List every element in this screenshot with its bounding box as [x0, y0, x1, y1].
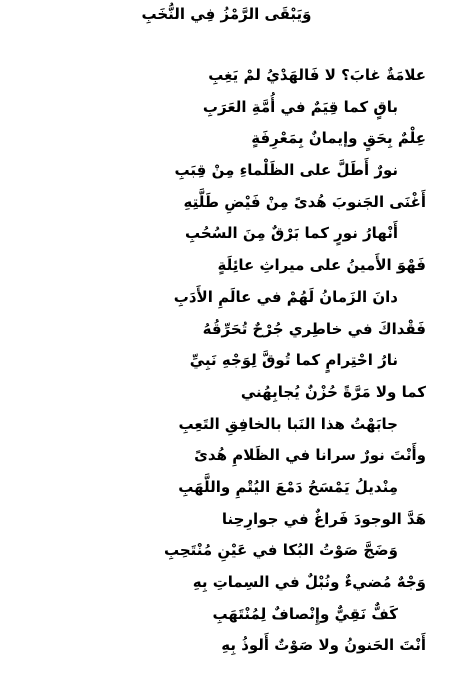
verse-line-14: مِنْديلُ يَمْسَحُ دَمْعَ اليُتْمِ واللَّهَبِ — [178, 477, 398, 496]
verse-line-2: باقٍ كما قِيَمٌ في أُمَّةِ العَرَبِ — [202, 97, 398, 116]
verse-line-4: نورٌ أَطَلَّ على الظَلْماءِ مِنْ قِبَبِ — [174, 161, 398, 180]
verse-line-13: وأَنْتَ نورٌ سرانا في الظَلامِ هُدىً — [194, 446, 426, 465]
verse-list — [10, 60, 443, 662]
verse-line-18: كَفٌّ نَقِيٌّ وإِنْصافٌ لِمُنْتَهَبِ — [212, 604, 398, 623]
verse-line-17: وَجْهٌ مُضيءٌ ونُبْلٌ في السِماتِ بِهِ — [192, 573, 426, 591]
verse-line-15: هَدَّ الوجودَ فَراغٌ في جوارِحِنا — [221, 509, 426, 528]
poem-title: وَيَبْقَى الرَّمْزُ فِي النُّخَبِ — [141, 5, 312, 23]
verse-line-19: أَنْتَ الحَنونُ ولا صَوْتٌ أَلوذُ بِهِ — [221, 636, 426, 655]
verse-line-16: وَضَجَّ صَوْتُ البُكا في عَيْنِ مُنْتَحِبِ — [163, 541, 398, 560]
verse-line-7: فَهْوَ الأَمينُ على ميراثِ عائِلَةٍ — [217, 256, 426, 275]
verse-line-10: نارُ احْتِرامٍ كما تُوقَّ لِوَجْهِ نَبِيِّ — [189, 351, 398, 370]
verse-line-11: كما ولا مَرَّةً حُزْنٌ يُجابِهُني — [240, 382, 426, 401]
verse-line-3: عِلْمٌ بِحَقٍ وإيمانٌ بِمَعْرِفَةٍ — [251, 129, 426, 148]
verse-line-12: جابَهْتُ هذا النَبا بالخافِقِ التَعِبِ — [178, 414, 398, 433]
verse-line-5: أَغْنَى الجَنوبَ هُدىً مِنْ فَيْضِ طَلَّتِهِ — [183, 192, 426, 211]
verse-line-9: فَقْداكَ في خاطِري جُرْحٌ تُحَرِّقُهُ — [202, 319, 426, 338]
verse-line-8: دانَ الزَمانُ لَهُمْ في عالَمِ الأَدَبِ — [173, 287, 398, 306]
verse-line-6: أَنْهارُ نورٍ كما بَرْقٌ مِنَ السُحُبِ — [184, 224, 398, 243]
verse-line-1: علامَةٌ غابَ؟ لا فَالهَدْيُ لمْ يَغِبِ — [208, 66, 426, 84]
